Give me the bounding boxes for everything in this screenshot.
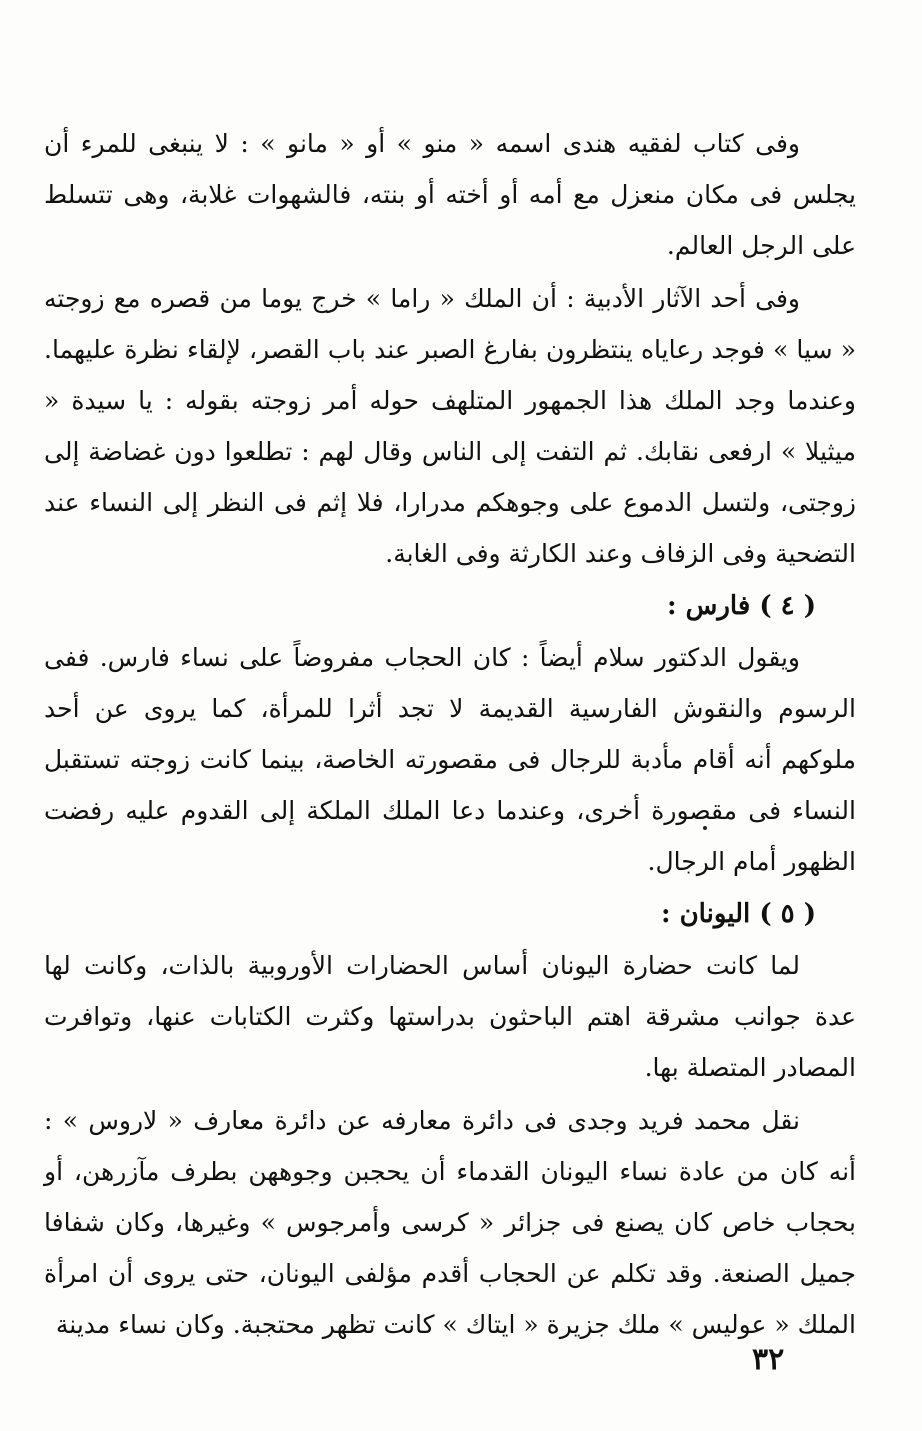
page-number: ٣٢ xyxy=(752,1342,785,1377)
scan-speck xyxy=(703,826,707,830)
body-text xyxy=(44,118,856,1350)
paragraph-rama: وفى أحد الآثار الأدبية : أن الملك « راما » خرج يوما من قصره مع زوجته « سيا » فوجد رعاياه ينتظرون بفارغ الصبر عند باب القصر، لإلقاء نظرة عليهما. وعندما وجد الملك هذا الجمهور المتلهف حوله أمر زوجته بقوله : يا سيدة « ميثيلا » ارفعى نقابك. ثم التفت إلى الناس وقال لهم : تطلعوا دون غضاضة إلى زوجتى، ولتسل الدموع على وجوهكم مدرارا، فلا إثم فى النظر إلى النساء عند التضحية وفى الزفاف وعند الكارثة وفى الغابة. xyxy=(44,284,856,568)
section-heading-persia: ( ٤ ) فارس : xyxy=(666,591,816,621)
paragraph-greece-larousse: نقل محمد فريد وجدى فى دائرة معارفه عن دائرة معارف « لاروس » : أنه كان من عادة نساء اليونان القدماء أن يحجبن وجوههن بطرف مآزرهن، أو بحجاب خاص كان يصنع فى جزائر « كرسى وأمرجوس » وغيرها، وكان شفافا جميل الصنعة. وقد تكلم عن الحجاب أقدم مؤلفى اليونان، حتى يروى أن امرأة الملك « عوليس » ملك جزيرة « ايتاك » كانت تظهر محتجبة. وكان نساء مدينة xyxy=(44,1106,856,1339)
section-heading-greece: ( ٥ ) اليونان : xyxy=(660,899,816,929)
paragraph-manu: وفى كتاب لفقيه هندى اسمه « منو » أو « مانو » : لا ينبغى للمرء أن يجلس فى مكان منعزل مع أمه أو أخته أو بنته، فالشهوات غلابة، وهى تتسلط على الرجل العالم. xyxy=(44,129,856,260)
paragraph-persia: ويقول الدكتور سلام أيضاً : كان الحجاب مفروضاً على نساء فارس. ففى الرسوم والنقوش الفارسية القديمة لا تجد أثرا للمرأة، كما يروى عن أحد ملوكهم أنه أقام مأدبة للرجال فى مقصورته الخاصة، بينما كانت زوجته تستقبل النساء فى مقصورة أخرى، وعندما دعا الملك الملكة إلى القدوم عليه رفضت الظهور أمام الرجال. xyxy=(44,643,856,876)
paragraph-greece-intro: لما كانت حضارة اليونان أساس الحضارات الأوروبية بالذات، وكانت لها عدة جوانب مشرقة اهتم الباحثون بدراستها وكثرت الكتابات عنها، وتوافرت المصادر المتصلة بها. xyxy=(44,951,856,1082)
